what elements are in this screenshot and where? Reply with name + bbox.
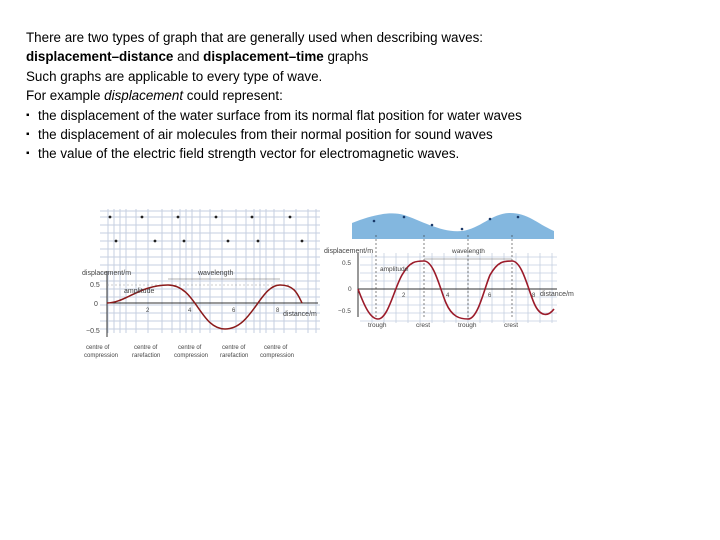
caption: trough bbox=[458, 322, 477, 329]
caption: compression bbox=[84, 353, 119, 359]
caption: centre of bbox=[134, 345, 158, 351]
x-axis-label: distance/m bbox=[540, 291, 574, 298]
term-displacement-distance: displacement–distance bbox=[26, 49, 174, 65]
y-axis-label: displacement/m bbox=[324, 248, 374, 255]
water-wave-svg bbox=[322, 205, 574, 335]
bullet-text: the displacement of the water surface from its normal flat position for water waves bbox=[38, 107, 522, 123]
x-tick: 4 bbox=[188, 308, 192, 314]
y-tick-neg: −0.5 bbox=[338, 308, 351, 315]
sound-wave-svg bbox=[80, 205, 330, 365]
body-text bbox=[26, 28, 706, 164]
connector-text: and bbox=[173, 49, 204, 65]
caption: centre of bbox=[264, 345, 288, 351]
graphs-text: graphs bbox=[323, 49, 369, 65]
term-displacement: displacement bbox=[104, 88, 184, 104]
wavelength-label: wavelength bbox=[198, 270, 234, 277]
bullet-icon: ▪ bbox=[26, 148, 30, 160]
water-wave-figure bbox=[322, 205, 574, 340]
bullet-item bbox=[26, 125, 706, 144]
y-tick-zero: 0 bbox=[94, 301, 98, 308]
example-start: For example bbox=[26, 88, 105, 104]
caption: centre of bbox=[86, 345, 110, 351]
y-tick-zero: 0 bbox=[348, 286, 352, 293]
amplitude-label: amplitude bbox=[380, 266, 409, 273]
x-tick: 8 bbox=[532, 293, 536, 299]
wavelength-label: wavelength bbox=[452, 248, 485, 255]
intro-line: There are two types of graph that are generally used when describing waves: bbox=[26, 30, 484, 45]
caption: centre of bbox=[178, 345, 202, 351]
caption: compression bbox=[174, 353, 209, 359]
y-tick-pos: 0.5 bbox=[342, 260, 352, 267]
caption: crest bbox=[416, 322, 431, 329]
captions bbox=[84, 345, 294, 359]
caption: compression bbox=[260, 353, 295, 359]
x-tick: 2 bbox=[402, 293, 406, 299]
x-tick: 6 bbox=[488, 293, 492, 299]
amplitude-label: amplitude bbox=[124, 288, 155, 295]
y-tick-pos: 0.5 bbox=[90, 282, 100, 289]
graph-grid bbox=[360, 253, 557, 323]
captions bbox=[368, 322, 518, 329]
caption: rarefaction bbox=[132, 353, 161, 359]
applicable-line: Such graphs are applicable to every type of wave. bbox=[26, 68, 323, 84]
example-line bbox=[26, 86, 706, 105]
x-axis-label: distance/m bbox=[283, 311, 317, 318]
caption: centre of bbox=[222, 345, 246, 351]
bullet-item bbox=[26, 106, 706, 125]
bullet-icon: ▪ bbox=[26, 129, 30, 141]
caption: trough bbox=[368, 322, 387, 329]
bullet-item bbox=[26, 144, 706, 163]
y-tick-neg: −0.5 bbox=[86, 328, 100, 335]
graph-types-line bbox=[26, 47, 706, 66]
sound-wave-figure bbox=[80, 205, 330, 370]
x-tick: 6 bbox=[232, 308, 236, 314]
caption: rarefaction bbox=[220, 353, 249, 359]
x-tick: 4 bbox=[446, 293, 450, 299]
x-tick: 8 bbox=[276, 308, 280, 314]
bullet-icon: ▪ bbox=[26, 109, 30, 121]
water-surface bbox=[352, 213, 554, 239]
caption: crest bbox=[504, 322, 519, 329]
y-axis-label: displacement/m bbox=[82, 270, 132, 277]
x-tick: 2 bbox=[146, 308, 150, 314]
example-end: could represent: bbox=[183, 88, 283, 104]
bullet-text: the value of the electric field strength vector for electromagnetic waves. bbox=[38, 146, 460, 162]
term-displacement-time: displacement–time bbox=[203, 49, 324, 65]
bullet-text: the displacement of air molecules from their normal position for sound waves bbox=[38, 127, 493, 143]
